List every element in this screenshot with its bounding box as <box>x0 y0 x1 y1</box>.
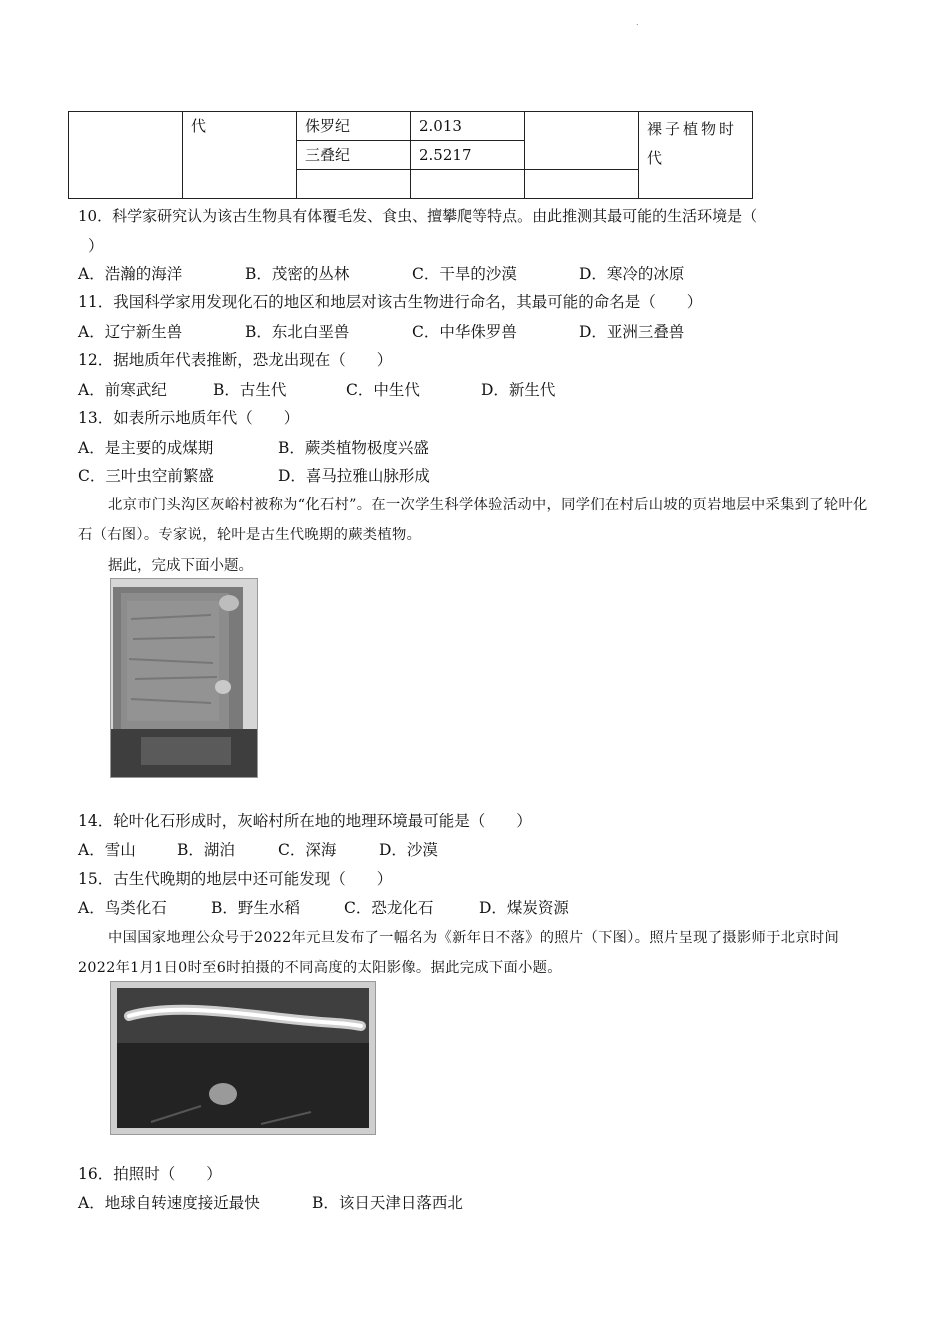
question-12-options <box>78 380 555 400</box>
table-cell-empty <box>297 170 411 199</box>
option: D．寒冷的冰原 <box>579 265 685 283</box>
table-cell-value: 2.013 <box>411 112 525 141</box>
passage-fossil-village: 北京市门头沟区灰峪村被称为“化石村”。在一次学生科学体验活动中，同学们在村后山坡的页岩地层中采集到了轮叶化石（右图）。专家说，轮叶是古生代晚期的蕨类植物。 <box>78 497 868 543</box>
question-15-stem: 15．古生代晚期的地层中还可能发现（ ） <box>78 870 393 888</box>
option: B．东北白垩兽 <box>245 323 350 341</box>
question-13-options-row1 <box>78 438 429 458</box>
table-cell-value: 2.5217 <box>411 141 525 170</box>
midnight-sun-photo <box>110 981 376 1135</box>
option: C．中华侏罗兽 <box>412 323 517 341</box>
question-14-stem: 14．轮叶化石形成时，灰峪村所在地的地理环境最可能是（ ） <box>78 812 532 830</box>
question-10-stem-cont: ） <box>88 237 104 255</box>
table-cell-period: 三叠纪 <box>297 141 411 170</box>
table-cell-plant-era: 裸子植物时代 <box>639 112 753 199</box>
question-13-options-row2 <box>78 466 430 486</box>
question-14-options <box>78 840 438 860</box>
geologic-time-table <box>68 111 753 199</box>
option: D．新生代 <box>481 381 556 399</box>
table-cell-empty <box>525 112 639 170</box>
option: C．中生代 <box>346 381 420 399</box>
passage-midnight-sun: 中国国家地理公众号于2022年元旦发布了一幅名为《新年日不落》的照片（下图）。照片呈现了摄影师于北京时间2022年1月1日0时至6时拍摄的不同高度的太阳影像。据此完成下面小题。 <box>78 930 840 976</box>
option: C．三叶虫空前繁盛 <box>78 467 214 485</box>
table-cell-empty <box>525 170 639 199</box>
option: B．古生代 <box>213 381 287 399</box>
option: C．深海 <box>278 841 337 859</box>
table-cell-empty <box>411 170 525 199</box>
question-13-stem: 13．如表所示地质年代（ ） <box>78 409 300 427</box>
option: C．干旱的沙漠 <box>412 265 517 283</box>
question-10-stem: 10．科学家研究认为该古生物具有体覆毛发、食虫、擅攀爬等特点。由此推测其最可能的生活环境是（ <box>78 207 758 225</box>
option: D．喜马拉雅山脉形成 <box>278 467 430 485</box>
option: A．辽宁新生兽 <box>78 323 183 341</box>
passage-fossil-tail: 据此，完成下面小题。 <box>108 558 253 574</box>
option: D．煤炭资源 <box>479 899 569 917</box>
midnight-sun-photo-drawing <box>111 982 375 1134</box>
fossil-photo-drawing <box>111 579 257 777</box>
option: B．该日天津日落西北 <box>312 1194 463 1212</box>
option: A．浩瀚的海洋 <box>78 265 183 283</box>
option: C．恐龙化石 <box>344 899 434 917</box>
option: B．蕨类植物极度兴盛 <box>278 439 429 457</box>
question-12-stem: 12．据地质年代表推断，恐龙出现在（ ） <box>78 351 393 369</box>
table-cell-empty <box>69 112 183 199</box>
question-16-stem: 16．拍照时（ ） <box>78 1165 222 1183</box>
fossil-photo <box>110 578 258 778</box>
option: D．亚洲三叠兽 <box>579 323 685 341</box>
option: A．是主要的成煤期 <box>78 439 214 457</box>
question-11-stem: 11．我国科学家用发现化石的地区和地层对该古生物进行命名，其最可能的命名是（ ） <box>78 293 703 311</box>
option: A．前寒武纪 <box>78 381 167 399</box>
option: B．茂密的丛林 <box>245 265 350 283</box>
header-mark: . <box>636 18 639 27</box>
option: A．雪山 <box>78 841 136 859</box>
option: D．沙漠 <box>379 841 438 859</box>
question-11-options <box>78 322 684 342</box>
question-10-options <box>78 264 684 284</box>
option: B．野生水稻 <box>211 899 300 917</box>
table-cell-period: 侏罗纪 <box>297 112 411 141</box>
question-15-options <box>78 898 569 918</box>
option: A．鸟类化石 <box>78 899 167 917</box>
option: B．湖泊 <box>177 841 235 859</box>
option: A．地球自转速度接近最快 <box>78 1194 260 1212</box>
table-cell-era: 代 <box>183 112 297 199</box>
question-16-options <box>78 1193 463 1213</box>
